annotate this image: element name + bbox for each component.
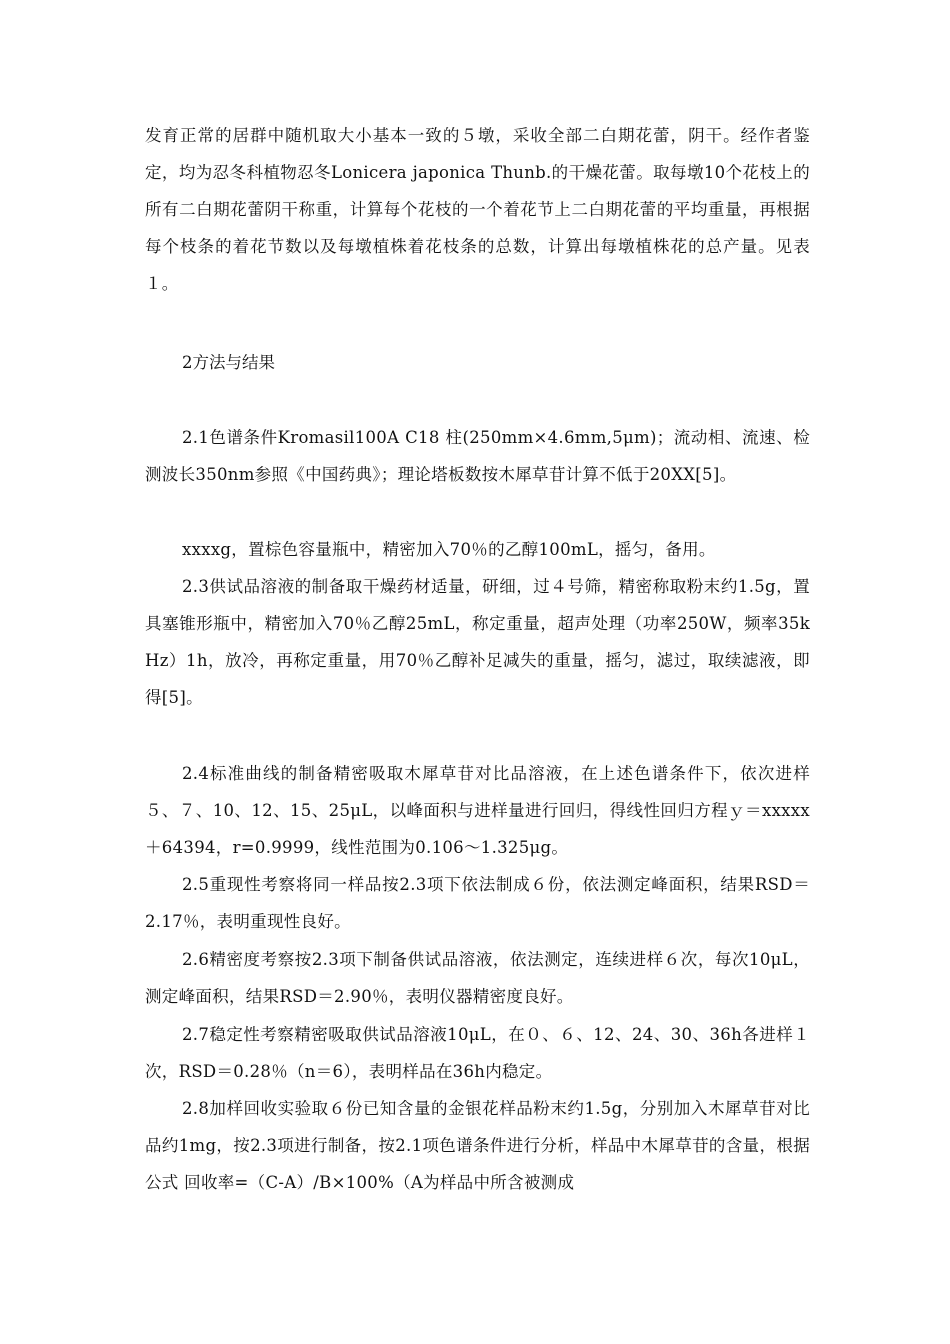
paragraph-2-6-precision: 2.6精密度考察按2.3项下制备供试品溶液，依法测定，连续进样６次，每次10μL，测定峰面积，结果RSD＝2.90％，表明仪器精密度良好。 bbox=[145, 950, 810, 1006]
paragraph-2-5-reproducibility: 2.5重现性考察将同一样品按2.3项下依法制成６份，依法测定峰面积，结果RSD＝2.17％，表明重现性良好。 bbox=[145, 875, 810, 931]
paragraph-reference-solution: xxxxg，置棕色容量瓶中，精密加入70％的乙醇100mL，摇匀，备用。 bbox=[182, 540, 716, 559]
paragraph-2-8-recovery: 2.8加样回收实验取６份已知含量的金银花样品粉末约1.5g，分别加入木犀草苷对比品约1mg，按2.3项进行制备，按2.1项色谱条件进行分析，样品中木犀草苷的含量，根据公式 回收率=（C-A）/B×100%（A为样品中所含被测成 bbox=[145, 1099, 810, 1192]
paragraph-2-7-stability: 2.7稳定性考察精密吸取供试品溶液10μL，在０、６、12、24、30、36h各进样１次，RSD＝0.28％（n＝6），表明样品在36h内稳定。 bbox=[145, 1025, 810, 1081]
paragraph-2-1-chromatography: 2.1色谱条件Kromasil100A C18 柱(250mm×4.6mm,5μm)；流动相、流速、检测波长350nm参照《中国药典》；理论塔板数按木犀草苷计算不低于20XX[5]。 bbox=[145, 428, 810, 484]
section-heading-methods-results: 2方法与结果 bbox=[182, 353, 275, 372]
intro-paragraph: 发育正常的居群中随机取大小基本一致的５墩，采收全部二白期花蕾，阴干。经作者鉴定，均为忍冬科植物忍冬Lonicera japonica Thunb.的干燥花蕾。取每墩10个花枝上的所有二白期花蕾阴干称重，计算每个花枝的一个着花节上二白期花蕾的平均重量，再根据每个枝条的着花节数以及每墩植株着花枝条的总数，计算出每墩植株花的总产量。见表１。 bbox=[145, 126, 810, 293]
paragraph-2-4-standard-curve: 2.4标准曲线的制备精密吸取木犀草苷对比品溶液，在上述色谱条件下，依次进样５、７、10、12、15、25μL，以峰面积与进样量进行回归，得线性回归方程ｙ＝xxxxx＋64394，r=0.9999，线性范围为0.106～1.325μg。 bbox=[145, 764, 810, 857]
paragraph-2-3-test-solution: 2.3供试品溶液的制备取干燥药材适量，研细，过４号筛，精密称取粉末约1.5g，置具塞锥形瓶中，精密加入70％乙醇25mL，称定重量，超声处理（功率250W，频率35kHz）1h，放冷，再称定重量，用70％乙醇补足减失的重量，摇匀，滤过，取续滤液，即得[5]。 bbox=[145, 577, 810, 707]
